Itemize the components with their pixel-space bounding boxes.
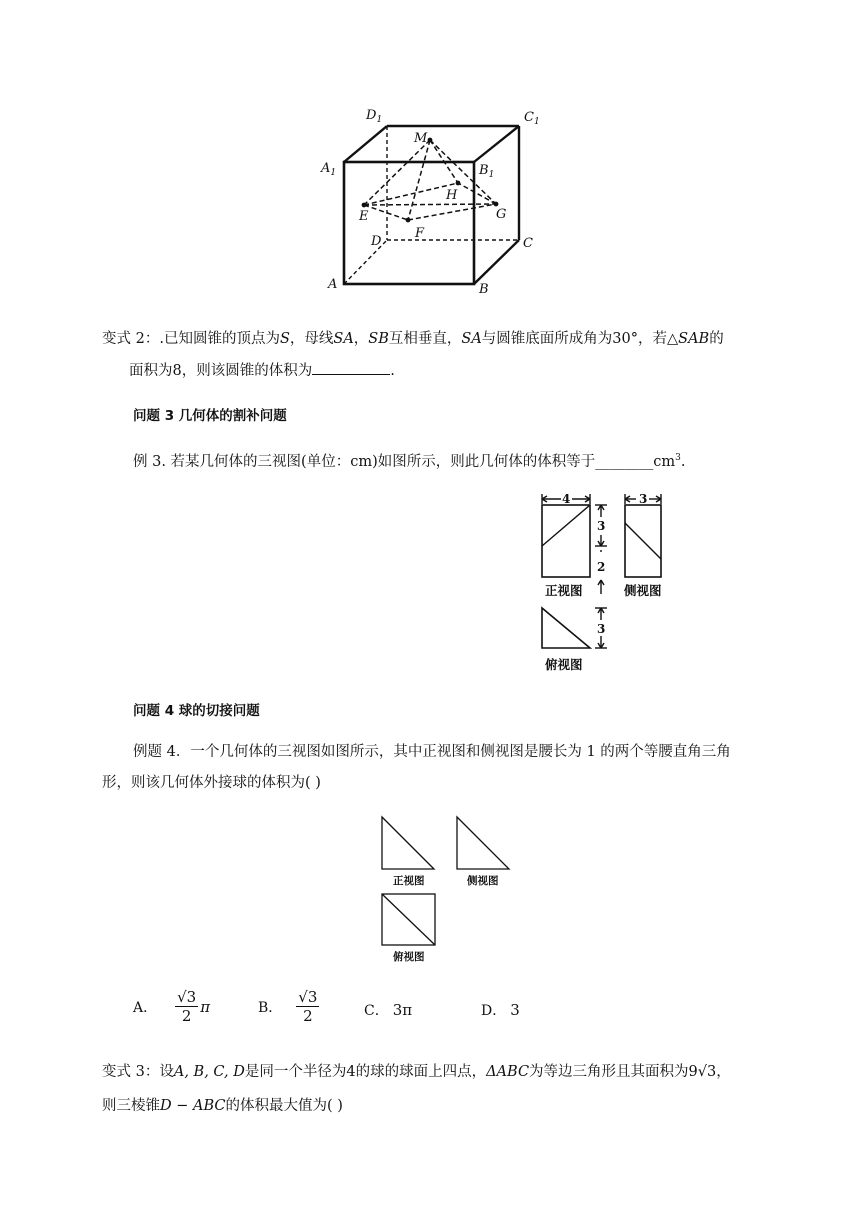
variant3-line1: 变式 3：设A, B, C, D是同一个半径为4的球的球面上四点，ΔABC为等边三角形且其面积为9√3，	[102, 1064, 731, 1080]
top-view-label: 俯视图	[545, 657, 583, 672]
label-g: G	[496, 207, 507, 222]
label-d: D	[371, 234, 382, 249]
label-e: E	[359, 209, 369, 224]
dim-top-front: 4	[562, 492, 571, 506]
label-h: H	[446, 188, 458, 203]
example4-line2: 形，则该几何体外接球的体积为( )	[102, 775, 321, 791]
label-b1: $B_1$	[479, 163, 495, 180]
option-a[interactable]: A． $\frac{√3}{2}$ π	[133, 988, 211, 1025]
front-view-label: 正视图	[545, 583, 583, 598]
side-view-label-2: 侧视图	[467, 875, 499, 887]
label-c: C	[523, 236, 533, 251]
problem3-title: 问题 3 几何体的割补问题	[133, 408, 287, 424]
label-a: A	[328, 277, 338, 292]
label-a1: $A_1$	[321, 161, 337, 178]
variant2-line1: 变式 2：.已知圆锥的顶点为S，母线SA，SB互相垂直，SA与圆锥底面所成角为30°，若△SAB的	[102, 331, 724, 347]
example4-line1: 例题 4．一个几何体的三视图如图所示，其中正视图和侧视图是腰长为 1 的两个等腰直角三角	[133, 744, 731, 760]
option-c[interactable]: C． 3π	[364, 1001, 413, 1019]
problem4-title: 问题 4 球的切接问题	[133, 703, 260, 719]
example3-text: 例 3. 若某几何体的三视图(单位：cm)如图所示，则此几何体的体积等于$\_\_\_\_\_\_\_\_cm^3$.	[133, 453, 686, 470]
label-m: M	[414, 131, 428, 146]
top-view-label-2: 俯视图	[393, 951, 425, 963]
variant3-line2: 则三棱锥D − ABC的体积最大值为( )	[102, 1098, 343, 1114]
three-view-figure-2	[374, 812, 524, 964]
label-c1: $C_1$	[524, 110, 540, 127]
side-view-label: 侧视图	[624, 583, 662, 598]
cube-figure	[318, 100, 558, 305]
dim-v2: 2	[597, 560, 606, 574]
option-d[interactable]: D． 3	[481, 1001, 520, 1019]
option-b[interactable]: B． $\frac{√3}{2}$	[258, 988, 318, 1025]
dim-v3: 3	[597, 622, 606, 636]
variant2-line2: 面积为8，则该圆锥的体积为 .	[129, 360, 395, 382]
label-b: B	[479, 282, 489, 297]
answer-blank[interactable]	[312, 360, 390, 375]
dim-top-side: 3	[639, 492, 648, 506]
three-view-figure-1	[530, 488, 678, 678]
front-view-label-2: 正视图	[393, 875, 425, 887]
dim-v1: 3	[597, 519, 606, 533]
label-d1: $D_1$	[366, 108, 383, 125]
label-f: F	[415, 226, 425, 241]
